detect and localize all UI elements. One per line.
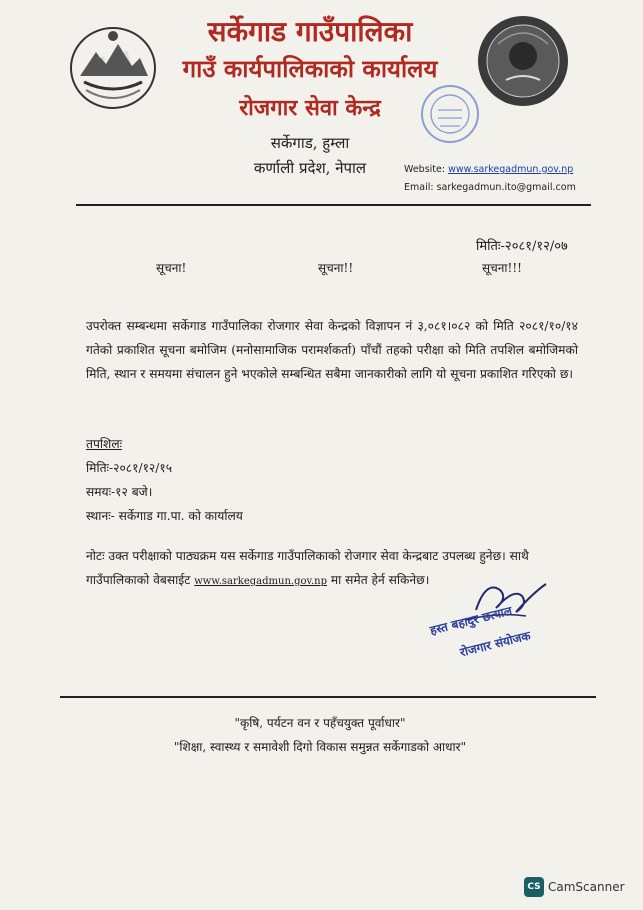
letter-date: मितिः-२०८१/१२/०७ bbox=[476, 239, 568, 254]
website-label: Website: bbox=[404, 164, 446, 175]
notice-paragraph bbox=[86, 314, 578, 386]
municipality-seal-icon bbox=[476, 14, 570, 108]
camscanner-icon: CS bbox=[524, 877, 544, 897]
notice-heading-1: सूचना! bbox=[156, 261, 187, 275]
email-label: Email: bbox=[404, 182, 434, 193]
details-heading: तपशिलः bbox=[86, 437, 123, 451]
header-divider bbox=[76, 204, 591, 206]
email-value: sarkegadmun.ito@gmail.com bbox=[436, 182, 576, 193]
municipality-title: सर्केगाड गाउँपालिका bbox=[207, 15, 413, 48]
exam-date: मितिः-२०८१/१२/१५ bbox=[86, 461, 173, 475]
camscanner-label: CamScanner bbox=[548, 880, 625, 894]
signatory-name: हस्त बहादुर छत्याल bbox=[428, 603, 514, 638]
exam-place: स्थानः- सर्केगाड गा.पा. को कार्यालय bbox=[86, 509, 243, 523]
camscanner-watermark bbox=[524, 876, 625, 898]
address-line-1: सर्केगाड, हुम्ला bbox=[270, 134, 350, 152]
website-row bbox=[404, 164, 573, 175]
notice-heading-2: सूचना!! bbox=[318, 261, 354, 275]
note-text-2: मा समेत हेर्न सकिनेछ। bbox=[330, 573, 430, 587]
footer-divider bbox=[60, 696, 596, 698]
signatory-role: रोजगार संयोजक bbox=[458, 628, 532, 660]
footer-motto-1: "कृषि, पर्यटन वन र पहँचयुक्त पूर्वाधार" bbox=[234, 716, 406, 730]
footer-motto-2: "शिक्षा, स्वास्थ्य र समावेशी दिगो विकास समुन्नत सर्केगाडको आधार" bbox=[173, 740, 467, 754]
website-link[interactable]: www.sarkegadmun.gov.np bbox=[448, 164, 574, 175]
address-line-2: कर्णाली प्रदेश, नेपाल bbox=[253, 159, 367, 177]
exam-time: समयः-१२ बजे। bbox=[86, 485, 153, 499]
notice-paragraph-text: उपरोक्त सम्बन्धमा सर्केगाड गाउँपालिका रोजगार सेवा केन्द्रको विज्ञापन नं ३,०८१।०८२ को मिति २०८१/१०/१४ गतेको प्रकाशित सूचना बमोजिम (मनोसामाजिक परामर्शकर्ता) पाँचौं तहको परीक्षा को मिति तपशिल बमोजिमको मिति, स्थान र समयमा संचालन हुने भएकोले सम्बन्धित सबैमा जानकारीको लागि यो सूचना प्रकाशित गरिएको छ। bbox=[86, 319, 578, 381]
note-website-link[interactable]: www.sarkegadmun.gov.np bbox=[194, 576, 327, 587]
schedule-details bbox=[86, 432, 243, 528]
office-title: गाउँ कार्यपालिकाको कार्यालय bbox=[182, 54, 438, 83]
notice-heading-3: सूचना!!! bbox=[482, 261, 522, 275]
center-title: रोजगार सेवा केन्द्र bbox=[239, 95, 381, 121]
email-row bbox=[404, 182, 576, 193]
note-text-1: नोटः उक्त परीक्षाको पाठ्यक्रम यस सर्केगाड गाउँपालिकाको रोजगार सेवा केन्द्रबाट उपलब्ध हुनेछ। साथै गाउँपालिकाको वेबसाईट bbox=[86, 549, 529, 587]
